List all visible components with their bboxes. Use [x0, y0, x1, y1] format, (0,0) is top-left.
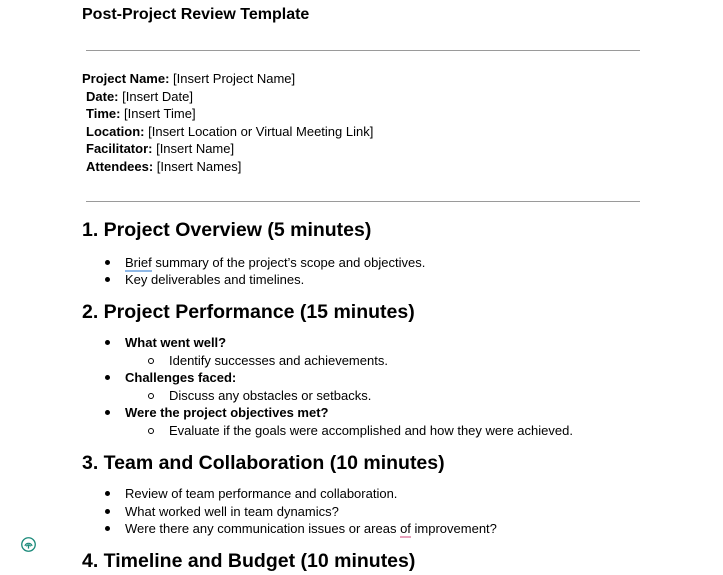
sub-list-item-text: Discuss any obstacles or setbacks. — [169, 388, 372, 403]
list-item-text: improvement? — [410, 521, 497, 536]
hollow-bullet-icon — [148, 352, 169, 370]
detail-time — [82, 105, 373, 123]
list-item-text: Key deliverables and timelines. — [125, 272, 305, 287]
detail-attendees — [82, 158, 373, 176]
bullet-icon — [105, 369, 125, 387]
list-item — [105, 520, 497, 538]
list-item — [105, 271, 304, 289]
list-item-text: Were the project objectives met? — [125, 405, 329, 420]
bullet-icon — [105, 334, 125, 352]
detail-value[interactable]: [Insert Names] — [153, 158, 242, 174]
meeting-details — [82, 70, 373, 176]
detail-label: Time: — [86, 106, 121, 122]
section-heading: 4. Timeline and Budget (10 minutes) — [82, 550, 416, 572]
list-item-text: Review of team performance and collaboration. — [125, 486, 398, 501]
list-item — [105, 404, 329, 422]
detail-value[interactable]: [Insert Project Name] — [169, 71, 296, 86]
detail-label: Location: — [86, 123, 145, 139]
sub-list-item — [148, 387, 371, 405]
detail-facilitator — [82, 140, 373, 158]
hollow-bullet-icon — [148, 422, 169, 440]
horizontal-rule — [86, 50, 640, 51]
detail-value[interactable]: [Insert Location or Virtual Meeting Link] — [144, 123, 374, 139]
grammar-suggestion[interactable]: of — [400, 521, 411, 536]
bullet-icon — [105, 404, 125, 422]
bullet-icon — [105, 271, 125, 289]
list-item — [105, 334, 226, 352]
bullet-icon — [105, 520, 125, 538]
detail-location — [82, 123, 373, 141]
detail-value[interactable]: [Insert Name] — [152, 141, 235, 157]
list-item-text: What went well? — [125, 335, 227, 350]
list-item — [105, 254, 425, 272]
hollow-bullet-icon — [148, 387, 169, 405]
document-title: Post-Project Review Template — [82, 6, 310, 23]
horizontal-rule — [86, 201, 640, 202]
list-item-text: summary of the project’s scope and objectives. — [151, 255, 426, 270]
sub-list-item — [148, 422, 573, 440]
list-item-text: Were there any communication issues or areas — [125, 521, 401, 536]
sub-list-item-text: Identify successes and achievements. — [169, 353, 388, 368]
grammar-assistant-icon[interactable] — [21, 537, 36, 552]
section-heading: 1. Project Overview (5 minutes) — [82, 219, 372, 241]
detail-project-name — [82, 70, 373, 88]
sub-list-item-text: Evaluate if the goals were accomplished and how they were achieved. — [169, 423, 573, 438]
detail-label: Date: — [86, 88, 119, 104]
section-heading: 3. Team and Collaboration (10 minutes) — [82, 452, 445, 474]
list-item — [105, 485, 397, 503]
list-item — [105, 503, 339, 521]
detail-label: Project Name: — [82, 71, 170, 86]
list-item — [105, 369, 236, 387]
spelling-suggestion[interactable]: Brief — [125, 255, 152, 270]
list-item-text: Challenges faced: — [125, 370, 237, 385]
bullet-icon — [105, 254, 125, 272]
section-heading: 2. Project Performance (15 minutes) — [82, 301, 415, 323]
detail-value[interactable]: [Insert Time] — [120, 106, 196, 122]
detail-label: Facilitator: — [86, 141, 153, 157]
detail-label: Attendees: — [86, 158, 154, 174]
bullet-icon — [105, 503, 125, 521]
detail-date — [82, 88, 373, 106]
list-item-text: What worked well in team dynamics? — [125, 504, 339, 519]
detail-value[interactable]: [Insert Date] — [118, 88, 193, 104]
sub-list-item — [148, 352, 388, 370]
bullet-icon — [105, 485, 125, 503]
